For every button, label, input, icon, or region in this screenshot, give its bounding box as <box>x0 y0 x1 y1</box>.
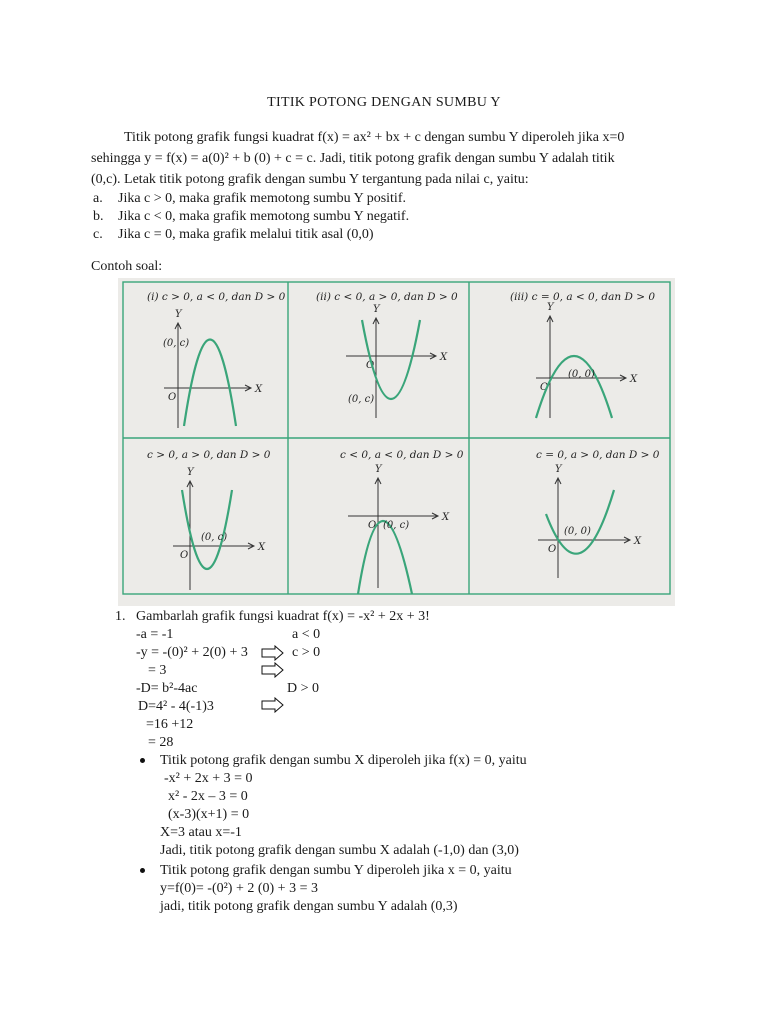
y-axis-label: Y <box>547 302 554 313</box>
parabola-curve <box>184 340 236 427</box>
y-axis-label: Y <box>373 304 380 315</box>
bullet1-step-2: x² - 2x – 3 = 0 <box>168 789 248 804</box>
x-axis-label: X <box>634 536 642 547</box>
question-number: 1. <box>115 609 126 624</box>
panel-caption: c < 0, a < 0, dan D > 0 <box>340 449 464 461</box>
parabola-grid-svg <box>118 278 675 606</box>
d-calc-2: = 28 <box>148 735 174 750</box>
bullet1-step-4: X=3 atau x=-1 <box>160 825 242 840</box>
d-line: -D= b²-4ac <box>136 681 198 696</box>
intro-line-2: sehingga y = f(x) = a(0)² + b (0) + c = c. Jadi, titik potong grafik dengan sumbu Y adalah titik <box>91 151 615 166</box>
implies-arrow-icon <box>261 697 285 713</box>
panel-caption: c = 0, a > 0, dan D > 0 <box>536 449 660 461</box>
parabola-curve <box>536 356 612 418</box>
panel-caption: c > 0, a > 0, dan D > 0 <box>147 449 271 461</box>
origin-label: O <box>168 392 177 403</box>
y-result: c > 0 <box>292 645 321 660</box>
list-item: b. Jika c < 0, maka grafik memotong sumbu Y negatif. <box>93 209 410 224</box>
example-label: Contoh soal: <box>91 259 163 274</box>
list-item: a. Jika c > 0, maka grafik memotong sumbu Y positif. <box>93 191 406 206</box>
y-line: -y = -(0)² + 2(0) + 3 <box>136 645 248 660</box>
bullet2-step-1: y=f(0)= -(0²) + 2 (0) + 3 = 3 <box>160 881 318 896</box>
d-substitution: D=4² - 4(-1)3 <box>138 699 214 714</box>
intercept-label: (0, c) <box>163 338 190 349</box>
origin-label: O <box>180 550 189 561</box>
bullet2-head: Titik potong grafik dengan sumbu Y diperoleh jika x = 0, yaitu <box>160 863 512 878</box>
case-list <box>91 190 409 244</box>
intro-line-1: Titik potong grafik fungsi kuadrat f(x) = ax² + bx + c dengan sumbu Y diperoleh jika x=0 <box>124 130 625 145</box>
bullet1-step-3: (x-3)(x+1) = 0 <box>168 807 250 822</box>
panel-caption: (iii) c = 0, a < 0, dan D > 0 <box>510 291 656 303</box>
implies-arrow-icon <box>261 662 285 678</box>
bullet1-step-1: -x² + 2x + 3 = 0 <box>164 771 253 786</box>
page-title: TITIK POTONG DENGAN SUMBU Y <box>267 95 501 110</box>
x-axis-label: X <box>258 542 266 553</box>
parabola-figure <box>118 278 675 606</box>
panel-caption: (i) c > 0, a < 0, dan D > 0 <box>147 291 286 303</box>
intro-line-3: (0,c). Letak titik potong grafik dengan sumbu Y tergantung pada nilai c, yaitu: <box>91 172 529 187</box>
y-axis-label: Y <box>175 309 182 320</box>
origin-label: O <box>548 544 557 555</box>
d-calc-1: =16 +12 <box>146 717 194 732</box>
x-axis-label: X <box>442 512 450 523</box>
parabola-curve <box>362 320 420 399</box>
parabola-curve <box>358 521 412 594</box>
bullet1-head: Titik potong grafik dengan sumbu X diperoleh jika f(x) = 0, yaitu <box>160 753 527 768</box>
bullet1-conclusion: Jadi, titik potong grafik dengan sumbu X adalah (-1,0) dan (3,0) <box>160 843 519 858</box>
panel-caption: (ii) c < 0, a > 0, dan D > 0 <box>316 291 458 303</box>
intercept-label: (0, c) <box>348 394 375 405</box>
y-axis-label: Y <box>555 464 562 475</box>
origin-label: O <box>368 520 377 531</box>
x-axis-label: X <box>440 352 448 363</box>
bullet2-conclusion: jadi, titik potong grafik dengan sumbu Y adalah (0,3) <box>160 899 458 914</box>
a-line: -a = -1 <box>136 627 174 642</box>
y-axis-label: Y <box>187 467 194 478</box>
implies-arrow-icon <box>261 645 285 661</box>
bullet-icon <box>140 758 145 763</box>
intercept-label: (0, c) <box>383 520 410 531</box>
y-equals: = 3 <box>148 663 167 678</box>
list-item: c. Jika c = 0, maka grafik melalui titik asal (0,0) <box>93 227 374 242</box>
y-axis-label: Y <box>375 464 382 475</box>
x-axis-label: X <box>630 374 638 385</box>
bullet-icon <box>140 868 145 873</box>
intercept-label: (0, 0) <box>568 369 595 380</box>
intercept-label: (0, 0) <box>564 526 591 537</box>
question-text: Gambarlah grafik fungsi kuadrat f(x) = -x² + 2x + 3! <box>136 609 430 624</box>
intro-paragraph <box>91 127 681 190</box>
origin-label: O <box>366 360 375 371</box>
x-axis-label: X <box>255 384 263 395</box>
a-result: a < 0 <box>292 627 321 642</box>
intercept-label: (0, c) <box>201 532 228 543</box>
origin-label: O <box>540 382 549 393</box>
d-result: D > 0 <box>287 681 320 696</box>
